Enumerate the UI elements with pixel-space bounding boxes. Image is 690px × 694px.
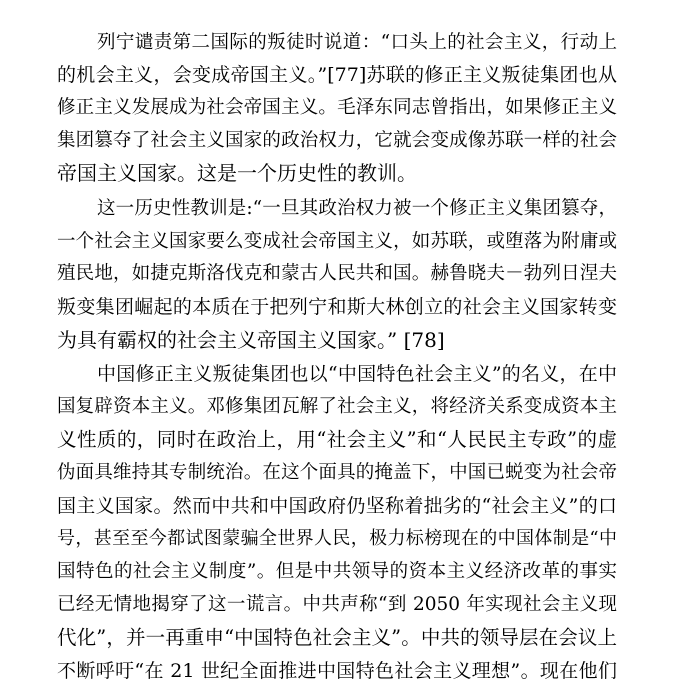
paragraph-3-line-5: 国主义国家。然而中共和中国政府仍坚称着拙劣的“社会主义”的口 [57, 495, 617, 517]
paragraph-2-line-1: 这一历史性教训是:“一旦其政治权力被一个修正主义集团篡夺， [97, 198, 617, 219]
paragraph-1-line-1: 列宁谴责第二国际的叛徒时说道：“口头上的社会主义，行动上 [97, 32, 617, 53]
paragraph-2-line-2: 一个社会主义国家要么变成社会帝国主义，如苏联，或堕落为附庸或 [57, 231, 617, 252]
paragraph-3-line-4: 伪面具维持其专制统治。在这个面具的掩盖下，中国已蜕变为社会帝 [57, 462, 617, 483]
paragraph-3-line-8: 已经无情地揭穿了这一谎言。中共声称“到 2050 年实现社会主义现 [57, 594, 617, 615]
paragraph-3-line-1: 中国修正主义叛徒集团也以“中国特色社会主义”的名义，在中 [97, 363, 617, 385]
paragraph-1-line-4: 集团篡夺了社会主义国家的政治权力，它就会变成像苏联一样的社会 [57, 130, 617, 151]
paragraph-2-line-5: 为具有霸权的社会主义帝国主义国家。” [78] [57, 328, 445, 352]
paragraph-3-line-3: 义性质的，同时在政治上，用“社会主义”和“人民民主专政”的虚 [57, 428, 617, 451]
paragraph-1-line-5: 帝国主义国家。这是一个历史性的教训。 [57, 161, 417, 185]
paragraph-3-line-10: 不断呼吁“在 21 世纪全面推进中国特色社会主义理想”。现在他们 [57, 660, 617, 682]
paragraph-1-line-2: 的机会主义，会变成帝国主义。”[77]苏联的修正主义叛徒集团也从 [57, 64, 617, 86]
paragraph-3-line-7: 国特色的社会主义制度”。但是中共领导的资本主义经济改革的事实 [57, 561, 617, 582]
paragraph-3-line-6: 号，甚至至今都试图蒙骗全世界人民，极力标榜现在的中国体制是“中 [57, 528, 617, 549]
paragraph-3-line-2: 国复辟资本主义。邓修集团瓦解了社会主义，将经济关系变成资本主 [57, 396, 617, 417]
paragraph-3-line-9: 代化”，并一再重申“中国特色社会主义”。中共的领导层在会议上 [57, 626, 617, 649]
paragraph-1-line-3: 修正主义发展成为社会帝国主义。毛泽东同志曾指出，如果修正主义 [57, 97, 617, 118]
paragraph-2-line-4: 叛变集团崛起的本质在于把列宁和斯大林创立的社会主义国家转变 [57, 296, 617, 318]
paragraph-2-line-3: 殖民地，如捷克斯洛伐克和蒙古人民共和国。赫鲁晓夫－勃列日涅夫 [57, 263, 617, 284]
